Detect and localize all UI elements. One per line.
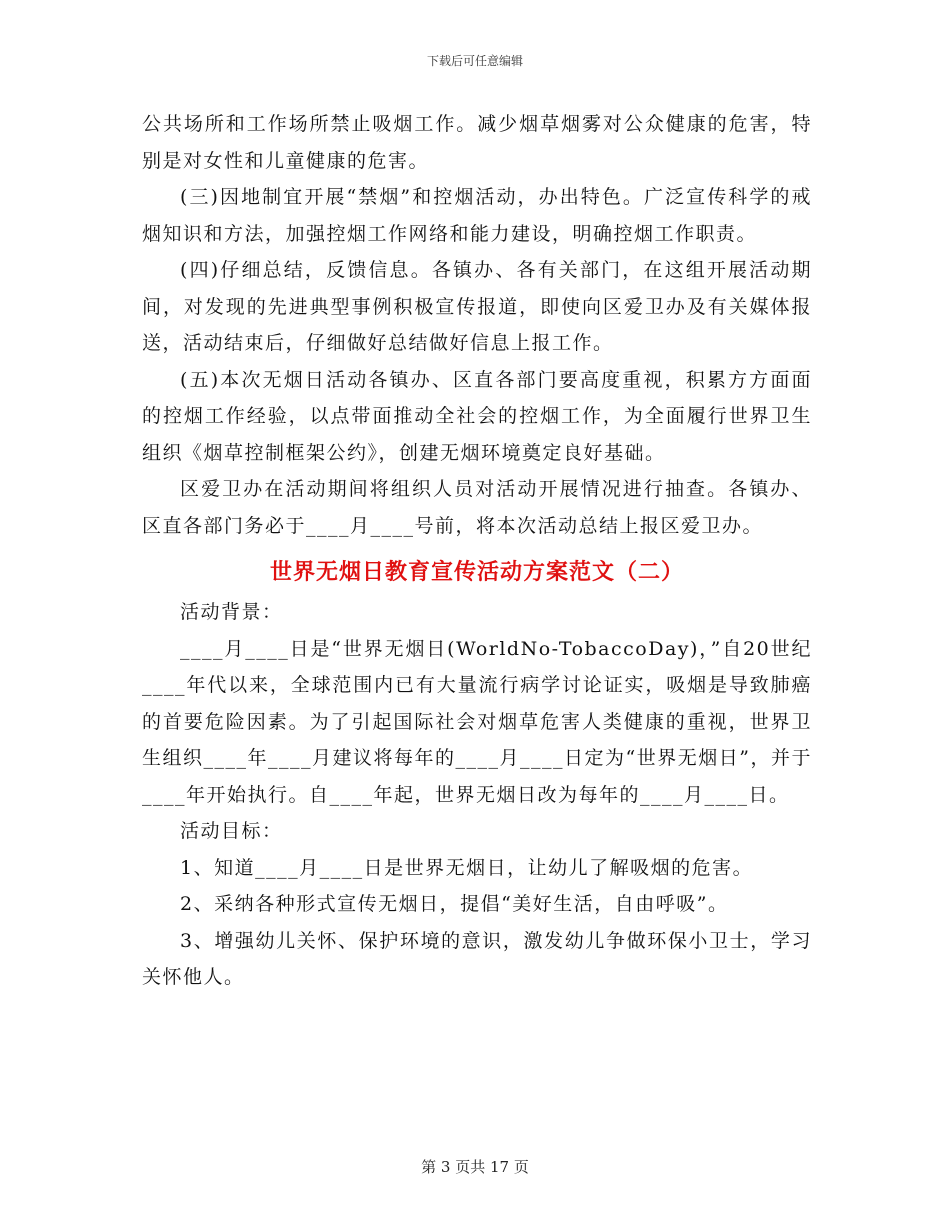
background-text: ____月____日是“世界无烟日(WorldNo-TobaccoDay)，”自20世纪____年代以来，全球范围内已有大量流行病学讨论证实，吸烟是导致肺癌的首要危险因素。为了引起国际社会对烟草危害人类健康的重视，世界卫生组织____年____月建议将每年的____月____日定为“世界无烟日”，并于____年开始执行。自____年起，世界无烟日改为每年的____月____日。: [142, 637, 812, 806]
paragraph-5: 区爱卫办在活动期间将组织人员对活动开展情况进行抽查。各镇办、区直各部门务必于____月____号前，将本次活动总结上报区爱卫办。: [142, 478, 812, 537]
paragraph-4: (五)本次无烟日活动各镇办、区直各部门要高度重视，积累方方面面的控烟工作经验，以点带面推动全社会的控烟工作，为全面履行世界卫生组织《烟草控制框架公约》，创建无烟环境奠定良好基础。: [142, 368, 812, 464]
paragraph-1: 公共场所和工作场所禁止吸烟工作。减少烟草烟雾对公众健康的危害，特别是对女性和儿童健康的危害。: [142, 113, 812, 172]
background-label: 活动背景：: [180, 601, 283, 623]
goal-label: 活动目标：: [180, 820, 283, 842]
goal-item-3: 3、增强幼儿关怀、保护环境的意识，激发幼儿争做环保小卫士，学习关怀他人。: [142, 929, 812, 988]
paragraph-3: (四)仔细总结，反馈信息。各镇办、各有关部门，在这组开展活动期间，对发现的先进典型事例积极宣传报道，即使向区爱卫办及有关媒体报送，活动结束后，仔细做好总结做好信息上报工作。: [142, 259, 812, 354]
paragraph-2: (三)因地制宜开展“禁烟”和控烟活动，办出特色。广泛宣传科学的戒烟知识和方法，加强控烟工作网络和能力建设，明确控烟工作职责。: [142, 186, 812, 245]
section-title: 世界无烟日教育宣传活动方案范文（二）: [269, 559, 684, 585]
page-header: 下载后可任意编辑: [426, 54, 523, 68]
document-body: [142, 106, 812, 996]
goal-item-1: 1、知道____月____日是世界无烟日，让幼儿了解吸烟的危害。: [180, 856, 754, 879]
page-number: 第 3 页共 17 页: [421, 1158, 529, 1176]
goal-item-2: 2、采纳各种形式宣传无烟日，提倡“美好生活，自由呼吸”。: [180, 893, 729, 915]
